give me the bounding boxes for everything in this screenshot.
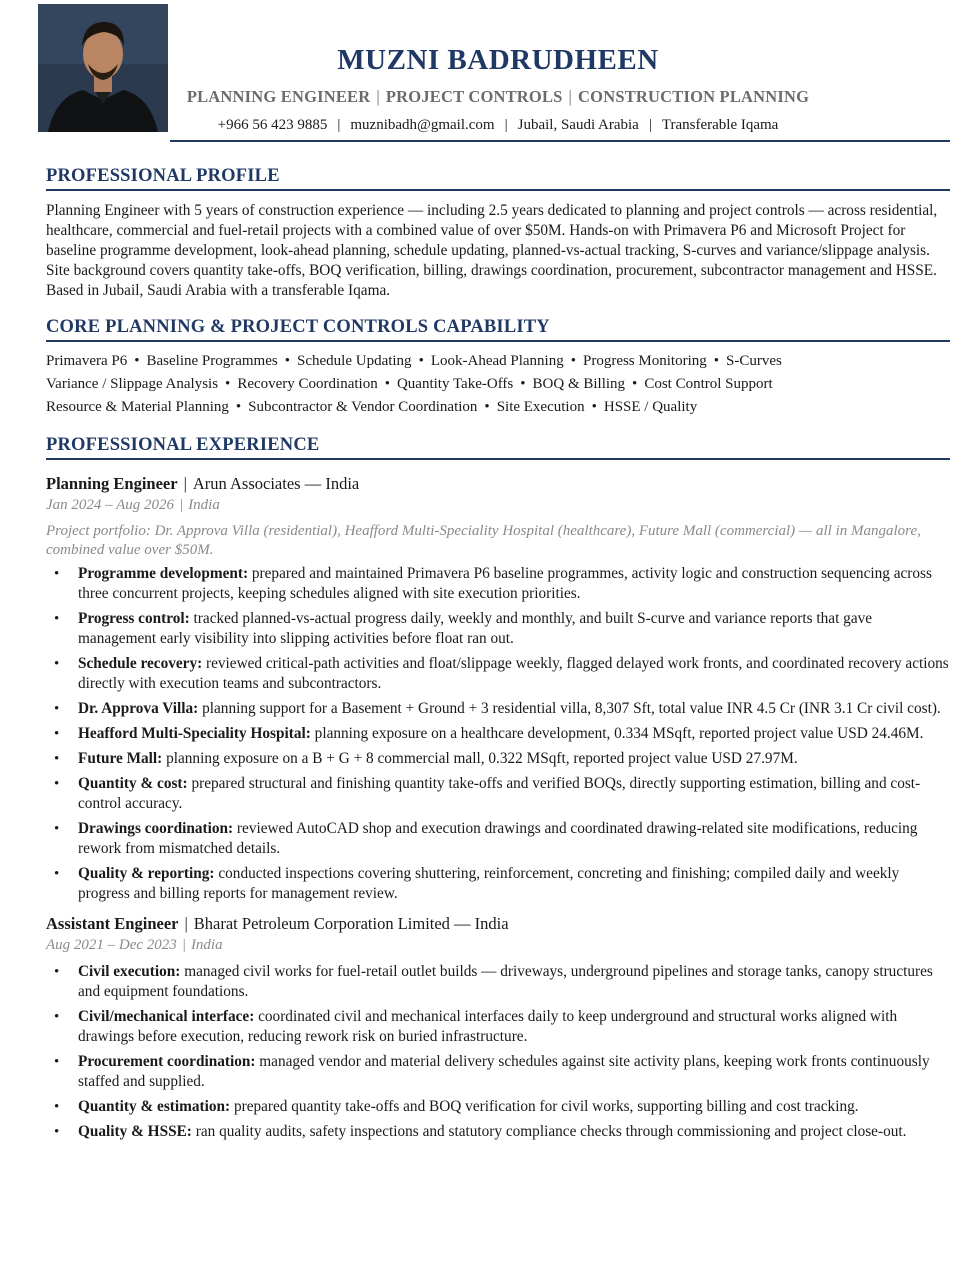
bullet-item: • Progress control: tracked planned-vs-actual progress daily, weekly and monthly, and built S-curve and variance reports that gave management early visibility into slipping activities before float ran out. [46, 609, 950, 649]
job-meta: Jan 2024 – Aug 2026 | India [46, 497, 220, 513]
bullet-item: • Quantity & cost: prepared structural and finishing quantity take-offs and verified BOQs, directly supporting estimation, billing and cost-control accuracy. [46, 774, 950, 814]
skill-item: Baseline Programmes [146, 353, 278, 369]
skill-item: Recovery Coordination [237, 376, 378, 392]
job-location: India [188, 497, 220, 513]
resume-body [46, 166, 950, 1147]
job-header: Planning Engineer | Arun Associates — India [46, 474, 360, 493]
bullet-item: • Quantity & estimation: prepared quantity take-offs and BOQ verification for civil works, supporting billing and cost tracking. [46, 1097, 950, 1117]
profile-photo [38, 4, 168, 132]
profile-summary: Planning Engineer with 5 years of construction experience — including 2.5 years dedicated to planning and project controls — across residential, healthcare, commercial and fuel-retail projects with a combined value of over $50M. Hands-on with Primavera P6 and Microsoft Project for baseline programme development, look-ahead planning, schedule updating, planned-vs-actual tracking, S-curves and variance/slippage analysis. Site background covers quantity take-offs, BOQ verification, billing, drawings coordination, procurement, subcontractor management and HSSE. Based in Jubail, Saudi Arabia with a transferable Iqama. [46, 202, 938, 299]
title-item: PLANNING ENGINEER [186, 87, 371, 106]
section-heading-experience: PROFESSIONAL EXPERIENCE [46, 435, 950, 460]
skill-item: BOQ & Billing [532, 376, 626, 392]
title-item: PROJECT CONTROLS [385, 87, 563, 106]
skills-line: Primavera P6 • Baseline Programmes • Schedule Updating • Look-Ahead Planning • Progress Monitoring • S-Curves [46, 353, 782, 369]
bullet-item: • Quality & reporting: conducted inspections covering shuttering, reinforcement, concreting and finishing; compiled daily and weekly progress and billing reports for management review. [46, 864, 950, 904]
skill-item: Site Execution [496, 399, 585, 415]
header-divider [170, 140, 950, 142]
skill-item: Quantity Take-Offs [396, 376, 514, 392]
skill-item: Variance / Slippage Analysis [46, 376, 219, 392]
skill-item: Schedule Updating [297, 353, 412, 369]
skills-line: Variance / Slippage Analysis • Recovery Coordination • Quantity Take-Offs • BOQ & Billing • Cost Control Support [46, 376, 773, 392]
skills-line: Resource & Material Planning • Subcontractor & Vendor Coordination • Site Execution • HSSE / Quality [46, 399, 698, 415]
job-entry [46, 914, 950, 1142]
project-portfolio: Project portfolio: Dr. Approva Villa (residential), Heafford Multi-Speciality Hospital (healthcare), Future Mall (commercial) — all in Mangalore, combined value over $50M. [46, 523, 921, 558]
bullet-item: • Drawings coordination: reviewed AutoCAD shop and execution drawings and coordinated drawing-related site modifications, reducing rework from mismatched details. [46, 819, 950, 859]
candidate-name: MUZNI BADRUDHEEN [337, 44, 659, 76]
job-bullets [46, 962, 950, 1142]
skill-item: Resource & Material Planning [46, 399, 229, 415]
skill-item: Subcontractor & Vendor Coordination [248, 399, 478, 415]
job-company: Arun Associates — India [192, 474, 360, 493]
skill-item: Progress Monitoring [582, 353, 707, 369]
title-item: CONSTRUCTION PLANNING [578, 87, 810, 106]
bullet-item: • Schedule recovery: reviewed critical-path activities and float/slippage weekly, flagged delayed work fronts, and coordinated recovery actions directly with execution teams and subcontractors. [46, 654, 950, 694]
job-title: Assistant Engineer [46, 914, 179, 933]
phone-number[interactable]: +966 56 423 9885 [217, 117, 328, 133]
section-heading-capability: CORE PLANNING & PROJECT CONTROLS CAPABILITY [46, 317, 950, 342]
skills-list [46, 350, 950, 419]
bullet-item: • Future Mall: planning exposure on a B + G + 8 commercial mall, 0.322 MSqft, reported project value USD 27.97M. [46, 749, 950, 769]
bullet-item: • Procurement coordination: managed vendor and material delivery schedules against site activity plans, keeping work fronts continuously staffed and supplied. [46, 1052, 950, 1092]
skill-item: Primavera P6 [46, 353, 128, 369]
bullet-item: • Dr. Approva Villa: planning support for a Basement + Ground + 3 residential villa, 8,307 Sft, total value INR 4.5 Cr (INR 3.1 Cr civil cost). [46, 699, 950, 719]
job-bullets [46, 564, 950, 904]
location: Jubail, Saudi Arabia [517, 117, 639, 133]
email-link[interactable]: muznibadh@gmail.com [350, 117, 495, 133]
skill-item: HSSE / Quality [603, 399, 698, 415]
bullet-item: • Heafford Multi-Speciality Hospital: planning exposure on a healthcare development, 0.334 MSqft, reported project value USD 24.46M. [46, 724, 950, 744]
skill-item: Cost Control Support [644, 376, 773, 392]
job-company: Bharat Petroleum Corporation Limited — India [193, 914, 509, 933]
iqama-status: Transferable Iqama [661, 117, 779, 133]
resume-header [168, 44, 828, 134]
professional-titles: PLANNING ENGINEER | PROJECT CONTROLS | CONSTRUCTION PLANNING [186, 87, 810, 106]
job-entry [46, 474, 950, 904]
contact-line: +966 56 423 9885 | muznibadh@gmail.com | Jubail, Saudi Arabia | Transferable Iqama [217, 117, 779, 133]
job-dates: Jan 2024 – Aug 2026 [46, 497, 175, 513]
section-heading-profile: PROFESSIONAL PROFILE [46, 166, 950, 191]
job-location: India [190, 937, 223, 953]
bullet-item: • Civil/mechanical interface: coordinated civil and mechanical interfaces daily to keep underground and structural works aligned with drawings before execution, reducing rework risk on buried infrastructure. [46, 1007, 950, 1047]
job-meta: Aug 2021 – Dec 2023 | India [46, 937, 223, 953]
skill-item: S-Curves [726, 353, 782, 369]
job-title: Planning Engineer [46, 474, 178, 493]
job-header: Assistant Engineer | Bharat Petroleum Corporation Limited — India [46, 914, 509, 933]
bullet-item: • Quality & HSSE: ran quality audits, safety inspections and statutory compliance checks through commissioning and project close-out. [46, 1122, 950, 1142]
bullet-item: • Programme development: prepared and maintained Primavera P6 baseline programmes, activity logic and construction sequencing across three concurrent projects, keeping schedules aligned with site execution priorities. [46, 564, 950, 604]
bullet-item: • Civil execution: managed civil works for fuel-retail outlet builds — driveways, underground pipelines and storage tanks, canopy structures and equipment foundations. [46, 962, 950, 1002]
skill-item: Look-Ahead Planning [430, 353, 564, 369]
job-dates: Aug 2021 – Dec 2023 [46, 937, 177, 953]
